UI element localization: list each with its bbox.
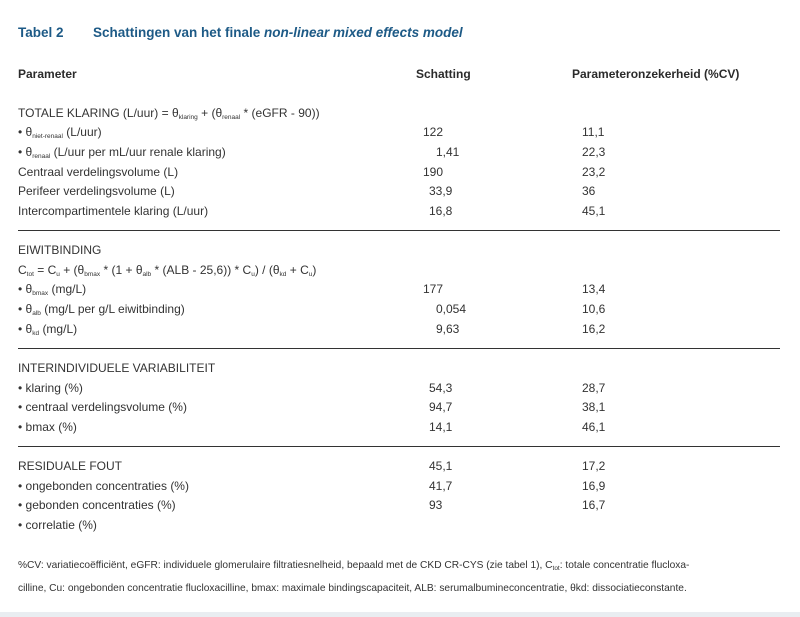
table-title-text: Schattingen van het finale — [93, 25, 265, 40]
table-row — [0, 420, 800, 440]
cv-cell: 13,4 — [582, 282, 606, 296]
formula-row — [0, 263, 800, 283]
param-cell: • bmax (%) — [18, 420, 77, 434]
section-title: TOTALE KLARING $(L/uur) = \theta_{klaring} + (\theta_{renaal}$ * (eGFR - 90)) — [18, 106, 320, 121]
section-title-row — [0, 106, 800, 126]
section-title-row — [0, 361, 800, 381]
value-cell: 1,41 — [436, 145, 460, 159]
param-cell: • centraal verdelingsvolume (%) — [18, 400, 187, 414]
value-cell: 9,63 — [436, 322, 460, 336]
table-row — [0, 184, 800, 204]
table-row — [0, 165, 800, 185]
header-parameter: Parameter — [18, 67, 77, 81]
value-cell: 14,1 — [429, 420, 453, 434]
value-cell: 33,9 — [429, 184, 453, 198]
value-cell: 190 — [423, 165, 444, 179]
table-footnote: %CV: variatiecoëfficiënt, eGFR: individuele glomerulaire filtratiesnelheid, bepaald met de CKD CR-CYS (zie tabel 1), $C_{tot}$: totale concentratie flucloxa- cilline, Cu: ongebonden concentratie flucloxacilline, bmax: maximale bindingscapaciteit, ALB: serumalbumineconcentratie, θkd: dissociatieconstante. — [18, 560, 690, 594]
section-divider — [18, 446, 780, 447]
cv-cell: 22,3 — [582, 145, 606, 159]
param-cell: • correlatie (%) — [18, 518, 97, 532]
cv-cell: 11,1 — [582, 125, 605, 139]
value-cell: 45,1 — [429, 459, 453, 473]
cv-cell: 38,1 — [582, 400, 606, 414]
param-cell: • ongebonden concentraties (%) — [18, 479, 189, 493]
param-cell: • $\theta_{kd}$ (mg/L) — [18, 322, 78, 337]
table-row — [0, 302, 800, 322]
binding-formula: $C_{tot} = C_u + (\theta_{bmax} * (1 + \theta_{alb} * (ALB - 25,6)) * C_u) / (\theta_{kd} + C_u)$ — [18, 263, 317, 278]
table-row — [0, 322, 800, 342]
section-divider — [18, 230, 780, 231]
header-schatting: Schatting — [416, 67, 471, 81]
table-row — [0, 145, 800, 165]
value-cell: 93 — [429, 498, 443, 512]
table-row — [0, 282, 800, 302]
section-title-row — [0, 243, 800, 263]
value-cell: 94,7 — [429, 400, 453, 414]
param-cell: Centraal verdelingsvolume (L) — [18, 165, 179, 179]
value-cell: 54,3 — [429, 381, 453, 395]
value-cell: 0,054 — [436, 302, 467, 316]
param-cell: • $\theta_{renaal}$ (L/uur per mL/uur renale klaring) — [18, 145, 226, 160]
table-row — [0, 479, 800, 499]
section-title: RESIDUALE FOUT — [18, 459, 123, 473]
table-row — [0, 498, 800, 518]
value-cell: 122 — [423, 125, 444, 139]
cv-cell: 45,1 — [582, 204, 606, 218]
section-divider — [18, 348, 780, 349]
cv-cell: 16,9 — [582, 479, 606, 493]
table-row — [0, 400, 800, 420]
cv-cell: 28,7 — [582, 381, 606, 395]
param-cell: Perifeer verdelingsvolume (L) — [18, 184, 175, 198]
table-row — [0, 204, 800, 224]
table-title — [18, 25, 463, 40]
footnote-line1b: : totale concentratie flucloxa- — [559, 560, 690, 571]
page-bottom-bar — [0, 612, 800, 617]
param-cell: • gebonden concentraties (%) — [18, 498, 176, 512]
param-cell: • klaring (%) — [18, 381, 83, 395]
param-cell: • $\theta_{bmax}$ (mg/L) — [18, 282, 87, 297]
header-cv: Parameteronzekerheid (%CV) — [572, 67, 740, 81]
table-title-italic: non-linear mixed effects model — [264, 25, 463, 40]
param-cell: • $\theta_{niet-renaal}$ (L/uur) — [18, 125, 102, 140]
section-title: INTERINDIVIDUELE VARIABILITEIT — [18, 361, 216, 375]
footnote-line1a: %CV: variatiecoëfficiënt, eGFR: individuele glomerulaire filtratiesnelheid, bepaald met de CKD CR-CYS (zie tabel 1), C — [18, 560, 553, 571]
cv-cell: 17,2 — [582, 459, 606, 473]
value-cell: 16,8 — [429, 204, 453, 218]
table-row — [0, 125, 800, 145]
footnote-line2: cilline, Cu: ongebonden concentratie flucloxacilline, bmax: maximale bindingscapaciteit, ALB: serumalbumineconcentratie, θkd: dissociatieconstante. — [18, 583, 687, 594]
table-row — [0, 518, 800, 538]
param-cell: • $\theta_{alb}$ (mg/L per g/L eiwitbinding) — [18, 302, 185, 317]
cv-cell: 23,2 — [582, 165, 606, 179]
cv-cell: 10,6 — [582, 302, 606, 316]
cv-cell: 16,7 — [582, 498, 606, 512]
param-cell: Intercompartimentele klaring (L/uur) — [18, 204, 209, 218]
section-title-row — [0, 459, 800, 479]
value-cell: 177 — [423, 282, 444, 296]
table-number: Tabel 2 — [18, 25, 64, 40]
cv-cell: 36 — [582, 184, 596, 198]
cv-cell: 46,1 — [582, 420, 606, 434]
value-cell: 41,7 — [429, 479, 453, 493]
cv-cell: 16,2 — [582, 322, 606, 336]
section-title: EIWITBINDING — [18, 243, 102, 257]
table-row — [0, 381, 800, 401]
